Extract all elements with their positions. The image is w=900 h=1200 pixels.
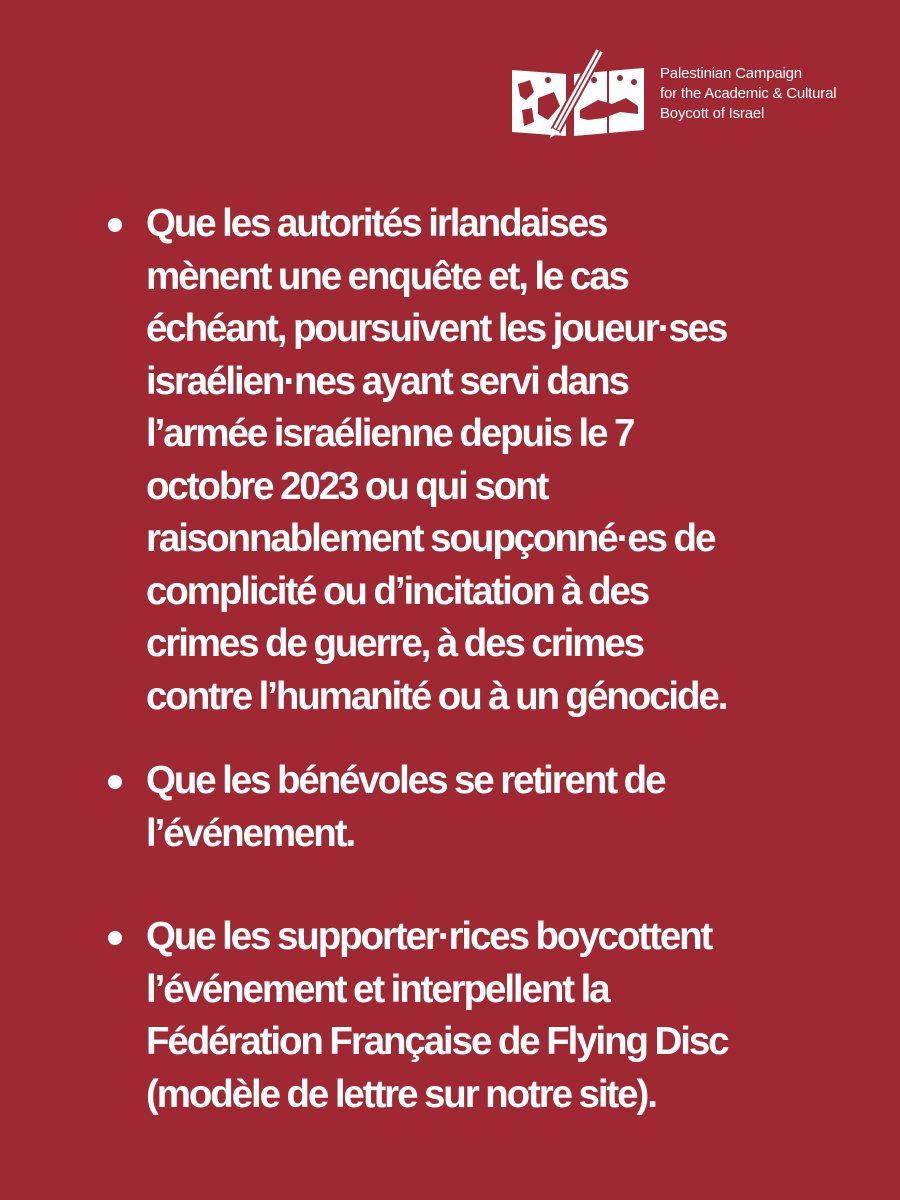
text-line: échéant, poursuivent les joueur·ses: [146, 307, 727, 350]
text-line: contre l’humanité ou à un génocide.: [146, 674, 727, 718]
text-line: l’armée israélienne depuis le 7: [146, 412, 634, 455]
text-line: israélien·nes ayant servi dans: [146, 359, 628, 403]
text-line: Que les supporter·rices boycottent: [146, 915, 712, 958]
text-line: l’événement et interpellent la: [146, 967, 609, 1011]
bullet-icon: [108, 218, 122, 232]
bullet-text: [146, 198, 846, 723]
bullet-text: [146, 911, 846, 1121]
text-line: Fédération Française de Flying Disc: [146, 1020, 728, 1063]
text-line: l’événement.: [146, 811, 355, 855]
text-line: Que les autorités irlandaises: [146, 202, 607, 245]
logo-line: for the Academic & Cultural: [660, 85, 837, 102]
logo-line: Boycott of Israel: [660, 105, 765, 122]
text-line: raisonnablement soupçonné·es de: [146, 517, 715, 560]
text-line: Que les bénévoles se retirent de: [146, 759, 665, 802]
text-line: mènent une enquête et, le cas: [146, 254, 628, 298]
text-line: crimes de guerre, à des crimes: [146, 622, 643, 665]
bullet-icon: [108, 931, 122, 945]
bullet-icon: [108, 775, 122, 789]
bullet-text: [146, 755, 846, 860]
text-line: complicité ou d’incitation à des: [146, 569, 649, 613]
text-line: octobre 2023 ou qui sont: [146, 464, 548, 508]
logo-line: Palestinian Campaign: [660, 65, 802, 82]
text-line: (modèle de lettre sur notre site).: [146, 1072, 656, 1116]
